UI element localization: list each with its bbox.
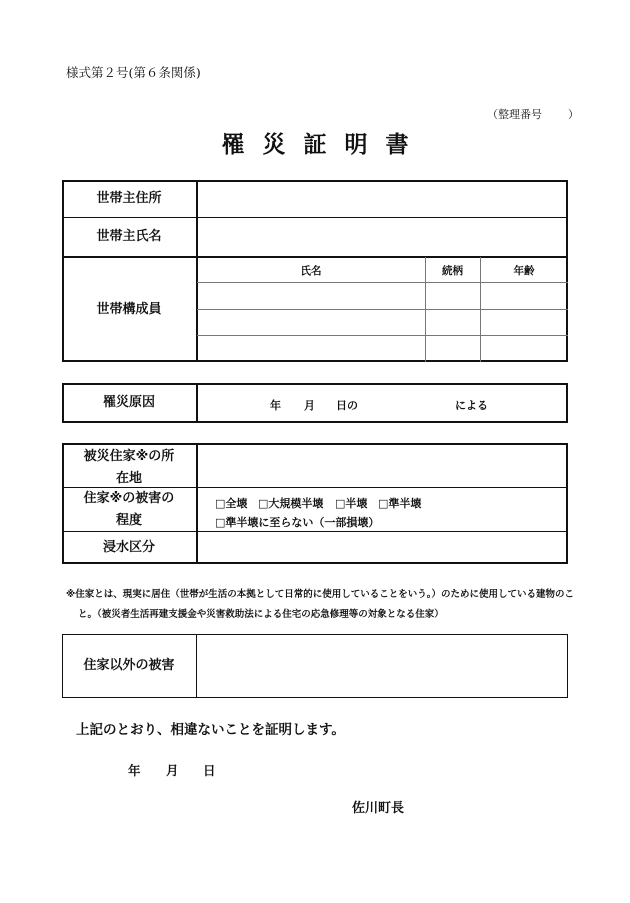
issue-year: 年 xyxy=(128,763,141,778)
damage-option-semi-half[interactable]: □準半壊 xyxy=(378,497,422,510)
damage-location-field[interactable] xyxy=(198,445,566,487)
household-address-field[interactable] xyxy=(198,182,566,216)
household-head-name-label: 世帯主氏名 xyxy=(96,229,162,244)
reference-number-close: ） xyxy=(568,108,579,121)
other-damage-field[interactable] xyxy=(198,636,566,696)
household-address-label: 世帯主住所 xyxy=(96,191,162,206)
other-damage-label: 住家以外の被害 xyxy=(83,658,175,673)
member-row-3[interactable] xyxy=(198,336,568,361)
form-number: 様式第２号(第６条関係) xyxy=(66,65,201,80)
reference-number xyxy=(487,106,579,122)
flood-category-field[interactable] xyxy=(198,533,566,562)
damage-option-total[interactable]: □全壊 xyxy=(215,497,248,510)
damage-option-half[interactable]: □半壊 xyxy=(335,497,368,510)
cause-year: 年 xyxy=(270,399,281,412)
damage-degree-label-line2: 程度 xyxy=(115,513,142,528)
reference-number-label: （整理番号 xyxy=(487,108,542,121)
certification-statement: 上記のとおり、相違ないことを証明します。 xyxy=(76,722,345,738)
cause-by: による xyxy=(455,399,488,412)
issuer-name: 佐川町長 xyxy=(352,801,405,816)
damage-option-large-half[interactable]: □大規模半壊 xyxy=(258,497,324,510)
member-row-2[interactable] xyxy=(198,310,568,335)
column-header-age: 年齢 xyxy=(513,265,535,277)
column-header-relation: 続柄 xyxy=(442,265,463,277)
column-header-name: 氏名 xyxy=(300,265,322,277)
damage-location-label xyxy=(62,446,196,490)
dwelling-note-line2: と。（被災者生活再建支援金や災害救助法による住宅の応急修理等の対象となる住家） xyxy=(78,609,444,620)
household-members-label: 世帯構成員 xyxy=(96,302,162,317)
cause-label: 罹災原因 xyxy=(102,395,155,410)
member-row-1[interactable] xyxy=(198,283,568,309)
damage-option-partial[interactable]: □準半壊に至らない（一部損壊） xyxy=(215,516,380,529)
flood-category-label: 浸水区分 xyxy=(102,540,155,555)
page-title: 罹災証明書 xyxy=(221,132,427,158)
issue-day: 日 xyxy=(203,763,216,778)
damage-degree-label xyxy=(62,488,196,532)
dwelling-note-line1: ※住家とは、現実に居住（世帯が生活の本拠として日常的に使用していることをいう。）のために使用している建物のこ xyxy=(66,589,574,600)
damage-location-label-line2: 在地 xyxy=(115,471,142,486)
damage-degree-label-line1: 住家※の被害の xyxy=(83,491,175,506)
household-head-name-field[interactable] xyxy=(198,219,566,255)
issue-month: 月 xyxy=(166,763,179,778)
cause-month: 月 xyxy=(304,399,315,412)
damage-location-label-line1: 被災住家※の所 xyxy=(83,449,175,464)
cause-day-of: 日の xyxy=(336,399,358,412)
